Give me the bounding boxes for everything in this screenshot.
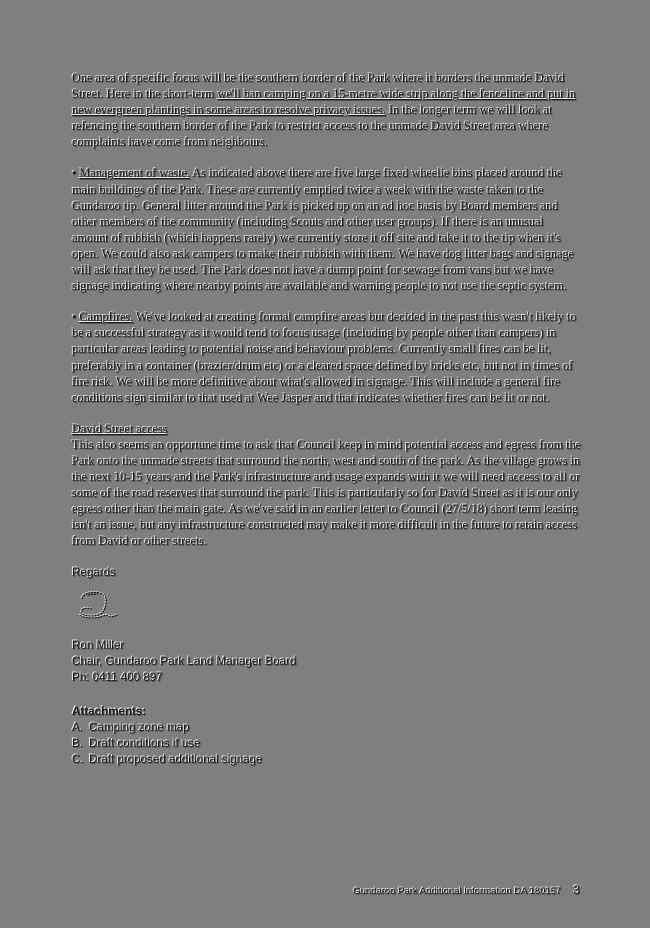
david-street-heading bbox=[72, 421, 582, 437]
attachments-title: Attachments: bbox=[72, 704, 147, 718]
bullet: • bbox=[72, 166, 77, 181]
waste-paragraph bbox=[72, 165, 582, 294]
intro-text-2: In the longer term we will look at refencing the southern border of the Park to restrict access to the unmade David Street area where complaints have come from neighbours. bbox=[72, 103, 553, 150]
attachment-letter: A. bbox=[72, 720, 83, 734]
intro-underlined-text: we'll ban camping on a 15-metre wide strip along the fenceline and put in new evergreen plantings in some areas to resolve privacy issues. bbox=[72, 87, 577, 118]
attachment-label: Draft proposed additional signage bbox=[89, 752, 263, 766]
campfires-paragraph bbox=[72, 309, 582, 406]
signature-block bbox=[72, 565, 582, 768]
page-number: 3 bbox=[573, 883, 580, 897]
attachment-item bbox=[72, 752, 582, 768]
signatory-phone: Ph: 0411 400 897 bbox=[72, 670, 163, 684]
attachment-item bbox=[72, 720, 582, 736]
campfires-heading: Campfires. bbox=[79, 310, 134, 325]
attachment-item bbox=[72, 736, 582, 752]
david-street-body: This also seems an opportune time to ask that Council keep in mind potential access and egress from the Park onto the unmade streets that surround the north, west and south of the park. As the village grows in the next 10-15 years and the Park's infrastructure and usage expands with it we will need access to all or some of the road reserves that surround the park. This is particularly so for David Street as it is our only egress other than the main gate. As we've said in an earlier letter to Council (27/5/18) short term leasing isn't an issue, but any infrastructure constructed may make it more difficult in the future to retain access from David or other streets. bbox=[72, 437, 582, 549]
page-footer bbox=[330, 883, 580, 897]
intro-text-1: One area of specific focus will be the southern border of the Park where it borders the unmade David Street. Here in the short-term bbox=[72, 71, 565, 102]
signatory-name: Ron Miller bbox=[72, 638, 125, 652]
footer-text: Gundaroo Park Additional Information DA 180157 bbox=[353, 886, 562, 897]
david-street-heading-text: David Street access bbox=[72, 421, 168, 436]
attachment-letter: C. bbox=[72, 752, 84, 766]
attachment-label: Camping zone map bbox=[89, 720, 190, 734]
intro-paragraph bbox=[72, 70, 582, 150]
campfires-body: We've looked at creating formal campfire areas but decided in the past this wasn't likely to be a successful strategy as it would tend to focus usage (including by people other than campers) in particular areas leading to potential noise and behaviour problems. Currently small fires can be lit, preferably in a container (brazier/drum etc) or a cleared space defined by bricks etc, but not in times of fire risk. We will be more definitive about what's allowed in signage. This will include a general fire conditions sign similar to that used at Wee Jasper and that indicates whether fires can be lit or not. bbox=[72, 310, 577, 405]
signature-icon bbox=[76, 589, 124, 623]
waste-heading: Management of waste. bbox=[79, 166, 190, 181]
signatory-title: Chair, Gundaroo Park Land Manager Board bbox=[72, 654, 297, 668]
closing: Regards bbox=[72, 565, 116, 579]
letter-body bbox=[72, 70, 582, 768]
waste-body: As indicated above there are five large fixed wheelie bins placed around the main buildings of the Park. These are currently emptied twice a week with the waste taken to the Gundaroo tip. General litter around the Park is picked up on an ad hoc basis by Board members and other members of the community (including Scouts and other user groups). If there is an unusual amount of rubbish (which happens rarely) we currently store it off site and take it to the tip when it's open. We could also ask campers to make their rubbish with them. We have dog litter bags and signage will ask that they be used. The Park does not have a dump point for sewage from vans but we have signage indicating where nearby points are available and warning people to not use the septic system. bbox=[72, 166, 574, 294]
attachment-letter: B. bbox=[72, 736, 83, 750]
bullet: • bbox=[72, 310, 77, 325]
attachment-label: Draft conditions if use bbox=[89, 736, 201, 750]
